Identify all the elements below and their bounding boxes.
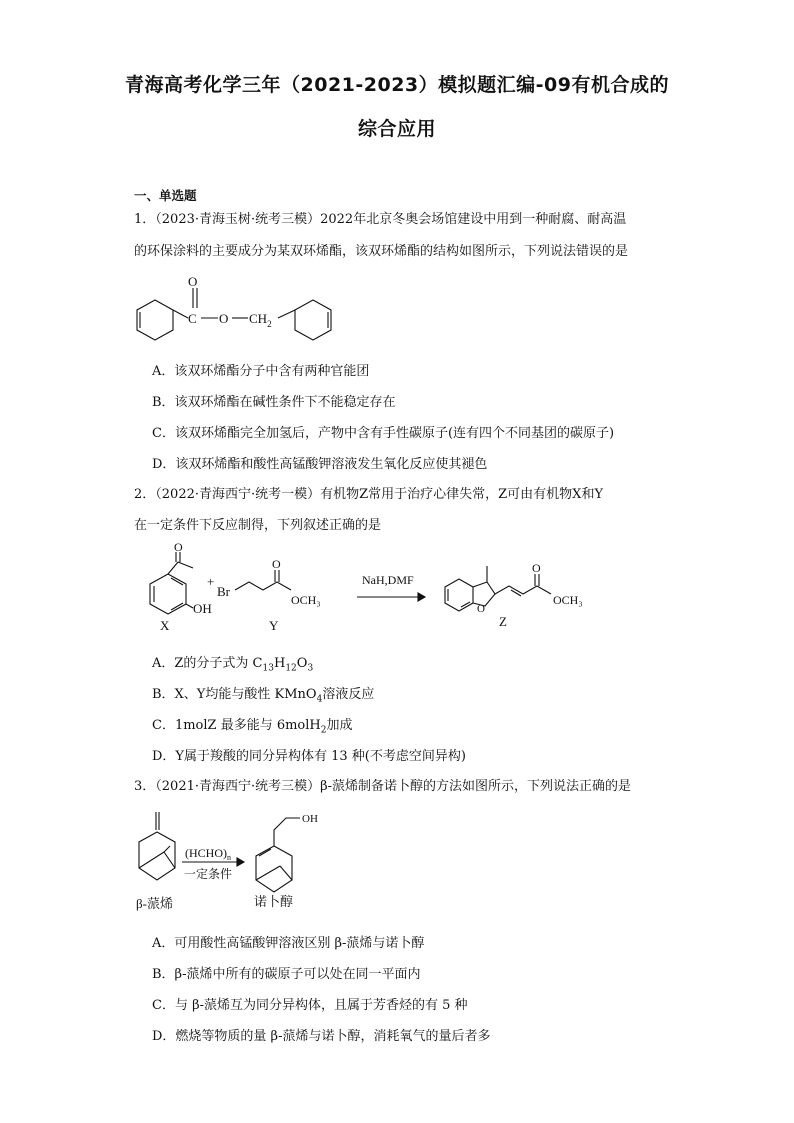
pinene-bridge bbox=[164, 852, 175, 868]
reaction-arrowhead bbox=[418, 593, 425, 601]
reaction-reagent: NaH,DMF bbox=[362, 573, 414, 587]
nopol-label: 诺卜醇 bbox=[254, 894, 294, 909]
y-label: Y bbox=[269, 618, 279, 633]
q1-option-b: B．该双环烯酯在碱性条件下不能稳定存在 bbox=[152, 395, 396, 410]
question-3-line1: 3．（2021·青海西宁·统考三模）β-蒎烯制备诺卜醇的方法如图所示，下列说法正确的是 bbox=[134, 779, 632, 794]
q3-reaction-arrowhead bbox=[237, 858, 244, 866]
z-double-bond bbox=[461, 602, 470, 607]
q2-option-a: A．Z的分子式为 $C_{13}H_{12}O_3$ bbox=[152, 656, 314, 674]
z-label: Z bbox=[499, 614, 507, 629]
beta-pinene-label: β-蒎烯 bbox=[136, 896, 173, 911]
q3-reagent-top: $(HCHO)_n$ bbox=[185, 846, 231, 862]
x-benzene-ring bbox=[150, 574, 186, 614]
q1-c: C bbox=[188, 311, 197, 326]
z-double-bond-side bbox=[511, 590, 521, 596]
q1-left-ring bbox=[137, 300, 173, 340]
z-ring-o: O bbox=[477, 603, 485, 615]
q1-right-ring bbox=[295, 300, 331, 340]
q3-option-d: D．燃烧等物质的量 β-蒎烯与诺卜醇，消耗氧气的量后者多 bbox=[152, 1029, 491, 1044]
document-title-line2: 综合应用 bbox=[357, 118, 436, 140]
y-o: O bbox=[272, 557, 281, 571]
q2-option-d: D．Y属于羧酸的同分异构体有 13 种(不考虑空间异构) bbox=[152, 749, 466, 764]
q3-option-c: C．与 β-蒎烯互为同分异构体，且属于芳香烃的有 5 种 bbox=[152, 998, 468, 1013]
q1-ch2: $CH_2$ bbox=[249, 311, 272, 329]
q1-option-a: A．该双环烯酯分子中含有两种官能团 bbox=[152, 364, 370, 379]
y-och3: OCH₃ bbox=[291, 593, 321, 607]
nopol-oh: OH bbox=[302, 813, 318, 825]
nopol-bridge bbox=[256, 866, 280, 880]
q2-option-b: B．X、Y均能与酸性 KMnO$_4$溶液反应 bbox=[152, 687, 375, 705]
x-methyl bbox=[178, 562, 193, 568]
x-o: O bbox=[174, 540, 183, 554]
z-och3: OCH₃ bbox=[553, 593, 583, 607]
q3-option-b: B．β-蒎烯中所有的碳原子可以处在同一平面内 bbox=[152, 967, 421, 982]
pinene-bridge bbox=[139, 852, 164, 868]
question-2-line1: 2．（2022·青海西宁·统考一模）有机物Z常用于治疗心律失常，Z可由有机物X和Y bbox=[134, 487, 604, 502]
question-1-line2: 的环保涂料的主要成分为某双环烯酯，该双环烯酯的结构如图所示，下列说法错误的是 bbox=[134, 244, 629, 259]
q1-o-top: O bbox=[188, 274, 198, 289]
section-heading: 一、单选题 bbox=[134, 188, 197, 203]
y-br: Br bbox=[217, 584, 230, 599]
x-oh-bond bbox=[186, 604, 193, 608]
z-o: O bbox=[532, 561, 541, 575]
q3-reagent-bottom: 一定条件 bbox=[184, 867, 233, 881]
nopol-bridge bbox=[280, 866, 292, 880]
z-benzene-ring bbox=[445, 579, 473, 611]
q2-option-c: C．1molZ 最多能与 6molH$_2$加成 bbox=[152, 718, 353, 736]
x-bond bbox=[168, 562, 178, 574]
question-1-structure bbox=[130, 272, 350, 352]
x-oh: OH bbox=[193, 601, 212, 616]
question-1-line1: 1．（2023·青海玉树·统考三模）2022年北京冬奥会场馆建设中用到一种耐腐、耐高温 bbox=[134, 212, 627, 227]
q1-o: O bbox=[219, 311, 229, 326]
pinene-methyl bbox=[164, 846, 170, 852]
q1-option-d: D．该双环烯酯和酸性高锰酸钾溶液发生氧化反应使其褪色 bbox=[152, 457, 488, 472]
x-label: X bbox=[160, 618, 170, 633]
q1-option-c: C．该双环烯酯完全加氢后，产物中含有手性碳原子(连有四个不同基团的碳原子) bbox=[152, 426, 615, 441]
y-chain bbox=[235, 582, 291, 590]
z-side-chain bbox=[495, 586, 551, 594]
nopol-side-chain bbox=[274, 818, 300, 846]
q1-bond bbox=[278, 310, 295, 318]
q1-bond bbox=[173, 310, 188, 318]
plus-sign: + bbox=[207, 574, 215, 589]
question-2-scheme bbox=[125, 542, 615, 632]
question-2-line2: 在一定条件下反应制得，下列叙述正确的是 bbox=[134, 518, 382, 533]
document-title-line1: 青海高考化学三年（2021-2023）模拟题汇编-09有机合成的 bbox=[125, 74, 669, 96]
nopol-ring-double-bond bbox=[259, 849, 271, 856]
question-3-scheme bbox=[130, 806, 370, 916]
q3-option-a: A．可用酸性高锰酸钾溶液区别 β-蒎烯与诺卜醇 bbox=[152, 936, 425, 951]
